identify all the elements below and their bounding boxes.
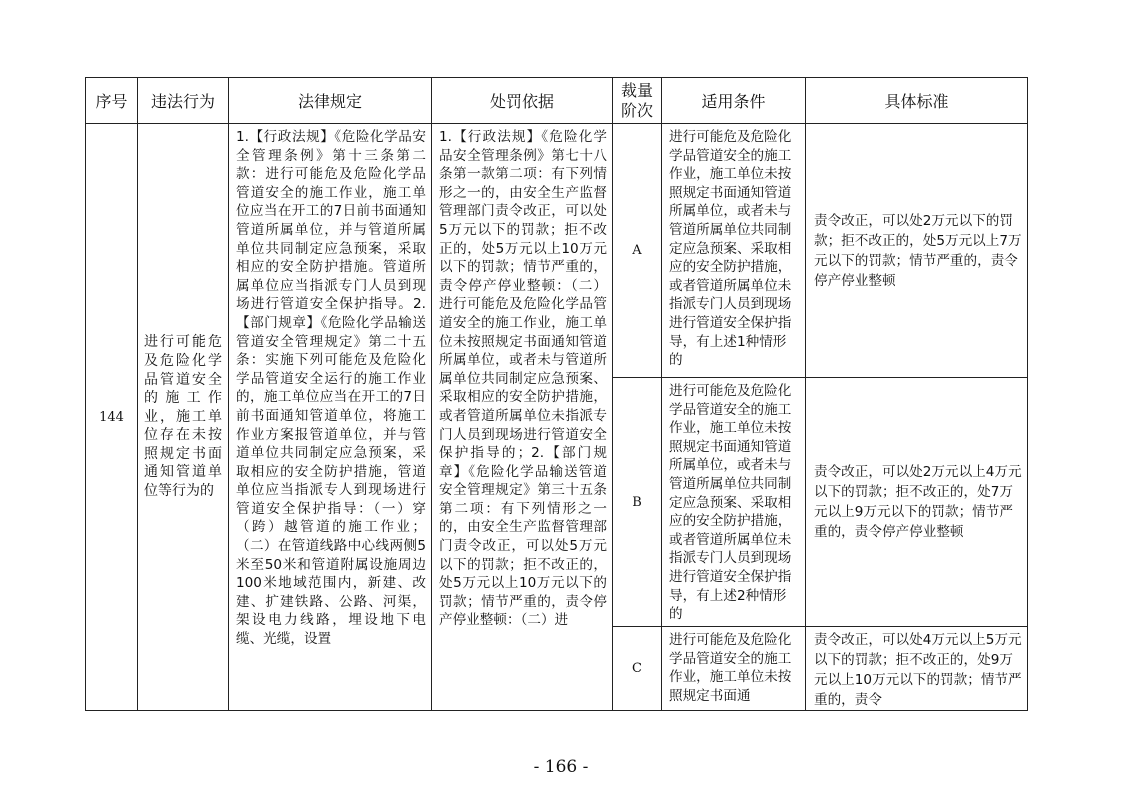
header-level (613, 78, 662, 124)
law-text: 1.【行政法规】《危险化学品安全管理条例》第十三条第二款：进行可能危及危险化学品管道安全的施工作业，施工单位应当在开工的7日前书面通知管道所属单位，并与管道所属单位共同制定应急预案，采取相应的安全防护措施。管道所属单位应当指派专门人员到现场进行管道安全保护指导。2.【部门规章】《危险化学品输送管道安全管理规定》第二十五条：实施下列可能危及危险化学品管道安全运行的施工作业的，施工单位应当在开工的7日前书面通知管道单位，将施工作业方案报管道单位，并与管道单位共同制定应急预案，采取相应的安全防护措施，管道单位应当指派专人到现场进行管道安全保护指导：（一）穿（跨）越管道的施工作业；（二）在管道线路中心线两侧5米至50米和管道附属设施周边100米地域范围内，新建、改建、扩建铁路、公路、河渠，架设电力线路，埋设地下电缆、光缆，设置 (236, 129, 426, 648)
header-violation: 违法行为 (138, 78, 229, 124)
header-condition: 适用条件 (662, 78, 806, 124)
standard-a: 责令改正，可以处2万元以下的罚款；拒不改正的，处5万元以上7万元以下的罚款；情节严重的，责令停产停业整顿 (806, 124, 1028, 378)
header-row (86, 78, 1028, 124)
condition-c: 进行可能危及危险化学品管道安全的施工作业，施工单位未按照规定书面通 (662, 627, 806, 711)
row-number: 144 (86, 124, 138, 711)
penalty-table (85, 77, 1028, 711)
header-standard: 具体标准 (806, 78, 1028, 124)
standard-b: 责令改正，可以处2万元以上4万元以下的罚款；拒不改正的，处7万元以上9万元以下的罚款；情节严重的，责令停产停业整顿 (806, 378, 1028, 627)
violation-cell: 进行可能危及危险化学品管道安全的施工作业，施工单位存在未按照规定书面通知管道单位等行为的 (138, 124, 229, 711)
law-cell (229, 124, 432, 711)
page-number: - 166 - (533, 757, 589, 777)
level-b: B (613, 378, 662, 627)
header-no: 序号 (86, 78, 138, 124)
condition-b: 进行可能危及危险化学品管道安全的施工作业，施工单位未按照规定书面通知管道所属单位，或者未与管道所属单位共同制定应急预案、采取相应的安全防护措施，或者管道所属单位未指派专门人员到现场进行管道安全保护指导，有上述2种情形的 (662, 378, 806, 627)
header-penalty-basis: 处罚依据 (432, 78, 613, 124)
penalty-basis-text: 1.【行政法规】《危险化学品安全管理条例》第七十八条第一款第二项：有下列情形之一的，由安全生产监督管理部门责令改正，可以处5万元以下的罚款；拒不改正的，处5万元以上10万元以下的罚款；情节严重的，责令停产停业整顿：（二）进行可能危及危险化学品管道安全的施工作业，施工单位未按照规定书面通知管道所属单位，或者未与管道所属单位共同制定应急预案、采取相应的安全防护措施，或者管道所属单位未指派专门人员到现场进行管道安全保护指导的；2.【部门规章】《危险化学品输送管道安全管理规定》第三十五条第二项：有下列情形之一的，由安全生产监督管理部门责令改正，可以处5万元以下的罚款；拒不改正的，处5万元以上10万元以下的罚款；情节严重的，责令停产停业整顿：（二）进 (439, 129, 607, 629)
level-c: C (613, 627, 662, 711)
table-row (86, 124, 1028, 378)
header-level-line2: 阶次 (620, 100, 653, 120)
condition-a: 进行可能危及危险化学品管道安全的施工作业，施工单位未按照规定书面通知管道所属单位，或者未与管道所属单位共同制定应急预案、采取相应的安全防护措施，或者管道所属单位未指派专门人员到现场进行管道安全保护指导，有上述1种情形的 (662, 124, 806, 378)
standard-c: 责令改正，可以处4万元以上5万元以下的罚款；拒不改正的，处9万元以上10万元以下的罚款；情节严重的，责令 (806, 627, 1028, 711)
level-a: A (613, 124, 662, 378)
penalty-basis-cell (432, 124, 613, 711)
header-law: 法律规定 (229, 78, 432, 124)
header-level-line1: 裁量 (620, 80, 653, 100)
